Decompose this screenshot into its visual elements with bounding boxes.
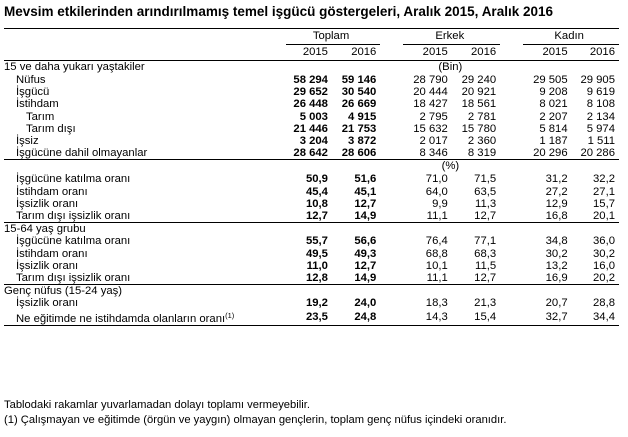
spacer-cell — [500, 186, 523, 198]
value-cell: 26 669 — [341, 98, 377, 111]
spacer-cell — [380, 260, 403, 272]
value-cell: 21,3 — [474, 297, 497, 310]
spacer-cell — [500, 198, 523, 210]
value-cell: 29 905 — [580, 74, 615, 86]
value-cell: 20,1 — [572, 210, 619, 223]
spacer-cell — [500, 248, 523, 260]
value-cell: 12,9 — [545, 197, 568, 210]
value-cell: 28 790 — [413, 74, 448, 86]
value-cell: 18 427 — [413, 98, 448, 111]
value-cell: 21 446 — [293, 122, 328, 135]
value-cell: 29 240 — [461, 74, 497, 86]
spacer-cell — [500, 310, 523, 326]
value-cell: 20,7 — [545, 297, 568, 310]
value-cell: 1 511 — [587, 135, 615, 148]
year-header: 2015 — [403, 45, 451, 61]
value-cell: 26 448 — [293, 98, 328, 111]
spacer-cell — [500, 111, 523, 123]
value-cell: 8 346 — [403, 147, 451, 160]
value-cell: 9 208 — [539, 86, 568, 99]
value-cell: 63,5 — [474, 185, 497, 198]
footnote-rounding: Tablodaki rakamlar yuvarlamadan dolayı toplamı vermeyebilir. — [4, 399, 310, 411]
year-header: 2016 — [452, 45, 500, 61]
row-label: İşsiz — [16, 135, 39, 148]
value-cell: 55,7 — [305, 235, 328, 248]
value-cell: 5 814 — [539, 122, 568, 135]
table-row — [4, 123, 619, 135]
row-label: İstihdam oranı — [16, 185, 88, 198]
table-row — [4, 111, 619, 123]
value-cell: 16,0 — [593, 259, 615, 272]
labour-force-table — [4, 28, 619, 326]
spacer-cell — [380, 210, 403, 223]
value-cell: 11,1 — [403, 272, 451, 285]
value-cell: 4 915 — [348, 110, 377, 123]
value-cell: 32,2 — [593, 173, 615, 186]
spacer-cell — [380, 123, 403, 135]
value-cell: 12,8 — [286, 272, 332, 285]
spacer-cell — [380, 86, 403, 98]
value-cell: 15 632 — [413, 122, 448, 135]
section-row — [4, 61, 619, 75]
section-row — [4, 223, 619, 236]
table-row — [4, 147, 619, 160]
value-cell: 28 642 — [286, 147, 332, 160]
spacer-cell — [380, 297, 403, 309]
table-row — [4, 173, 619, 185]
spacer-cell — [380, 198, 403, 210]
table-row — [4, 98, 619, 110]
spacer-cell — [500, 235, 523, 247]
table-row — [4, 260, 619, 272]
value-cell: 16,9 — [523, 272, 571, 285]
spacer-cell — [500, 123, 523, 135]
value-cell: 45,1 — [354, 185, 377, 198]
value-cell: 34,4 — [572, 310, 619, 326]
row-label: İşsizlik oranı — [16, 297, 79, 310]
value-cell: 18,3 — [425, 297, 448, 310]
section-label-15-64: 15-64 yaş grubu — [4, 223, 86, 236]
row-label: İşsizlik oranı — [16, 197, 79, 210]
value-cell: 27,2 — [545, 185, 568, 198]
table-row — [4, 297, 619, 309]
value-cell: 2 795 — [419, 110, 448, 123]
table-row — [4, 272, 619, 285]
value-cell: 8 021 — [539, 98, 568, 111]
table-row — [4, 310, 619, 326]
value-cell: 19,2 — [305, 297, 328, 310]
row-label: Tarım — [26, 110, 55, 123]
value-cell: 12,7 — [354, 197, 377, 210]
value-cell: 28 606 — [332, 147, 380, 160]
value-cell: 10,1 — [425, 259, 448, 272]
year-header: 2015 — [523, 45, 571, 61]
value-cell: 71,5 — [474, 173, 497, 186]
value-cell: 12,7 — [354, 259, 377, 272]
value-cell: 2 781 — [467, 110, 497, 123]
value-cell: 20,2 — [572, 272, 619, 285]
value-cell: 15,4 — [452, 310, 500, 326]
value-cell: 8 108 — [586, 98, 615, 111]
table-row — [4, 86, 619, 98]
value-cell: 18 561 — [461, 98, 497, 111]
value-cell: 45,4 — [305, 185, 328, 198]
row-label: İşgücüne dahil olmayanlar — [4, 147, 286, 160]
value-cell: 10,8 — [305, 197, 328, 210]
value-cell: 15 780 — [461, 122, 497, 135]
value-cell: 30,2 — [593, 247, 615, 260]
value-cell: 24,8 — [332, 310, 380, 326]
value-cell: 11,1 — [403, 210, 451, 223]
spacer-cell — [500, 297, 523, 309]
value-cell: 9,9 — [432, 197, 448, 210]
section-label-15plus: 15 ve daha yukarı yaştakiler — [4, 61, 145, 73]
table-row — [4, 186, 619, 198]
value-cell: 12,7 — [452, 210, 500, 223]
table-row — [4, 210, 619, 223]
year-header: 2016 — [572, 45, 619, 61]
value-cell: 2 360 — [467, 135, 497, 148]
row-label-text: Ne eğitimde ne istihdamda olanların oranı — [16, 312, 226, 325]
value-cell: 12,7 — [286, 210, 332, 223]
value-cell: 56,6 — [354, 235, 377, 248]
row-label: İşgücüne katılma oranı — [16, 235, 131, 248]
spacer-cell — [380, 111, 403, 123]
value-cell: 29 505 — [533, 74, 568, 86]
value-cell: 28,8 — [593, 297, 615, 310]
unit-label-bin: (Bin) — [438, 61, 463, 73]
value-cell: 14,3 — [403, 310, 451, 326]
value-cell: 30,2 — [545, 247, 568, 260]
value-cell: 29 652 — [293, 86, 328, 99]
value-cell: 49,3 — [354, 247, 377, 260]
row-label — [4, 310, 286, 326]
value-cell: 11,0 — [306, 259, 328, 272]
spacer-cell — [380, 173, 403, 185]
value-cell: 23,5 — [286, 310, 332, 326]
spacer-cell — [500, 260, 523, 272]
year-header: 2015 — [286, 45, 332, 61]
spacer-cell — [380, 98, 403, 110]
value-cell: 32,7 — [523, 310, 571, 326]
group-header-kadin: Kadın — [523, 29, 619, 45]
spacer-cell — [380, 272, 403, 285]
spacer-cell — [380, 147, 403, 160]
value-cell: 16,8 — [523, 210, 571, 223]
value-cell: 1 187 — [539, 135, 568, 148]
row-label: İşgücü — [16, 86, 50, 99]
value-cell: 71,0 — [425, 173, 448, 186]
value-cell: 5 003 — [299, 110, 328, 123]
value-cell: 9 619 — [586, 86, 615, 99]
spacer-cell — [380, 310, 403, 326]
spacer-cell — [500, 173, 523, 185]
value-cell: 24,0 — [354, 297, 377, 310]
value-cell: 11,3 — [475, 197, 497, 210]
row-label: Tarım dışı — [26, 122, 76, 135]
spacer-cell — [380, 186, 403, 198]
value-cell: 21 753 — [341, 122, 377, 135]
group-header-erkek: Erkek — [403, 29, 500, 45]
table-row — [4, 248, 619, 260]
value-cell: 5 974 — [586, 122, 615, 135]
value-cell: 27,1 — [593, 185, 615, 198]
value-cell: 59 146 — [341, 74, 377, 86]
table-row — [4, 135, 619, 147]
value-cell: 31,2 — [545, 173, 568, 186]
value-cell: 15,7 — [593, 197, 615, 210]
value-cell: 3 204 — [299, 135, 328, 148]
value-cell: 68,8 — [425, 247, 448, 260]
spacer-cell — [500, 74, 523, 86]
spacer-cell — [380, 135, 403, 147]
spacer-cell — [380, 74, 403, 86]
year-header: 2016 — [332, 45, 380, 61]
value-cell: 68,3 — [474, 247, 497, 260]
row-label: Tarım dışı işsizlik oranı — [4, 210, 286, 223]
value-cell: 20 444 — [413, 86, 448, 99]
row-label: İşgücüne katılma oranı — [16, 173, 131, 186]
row-label: İşsizlik oranı — [16, 259, 79, 272]
table-row — [4, 235, 619, 247]
value-cell: 14,9 — [332, 272, 380, 285]
spacer-cell — [500, 135, 523, 147]
table-title: Mevsim etkilerinden arındırılmamış temel işgücü göstergeleri, Aralık 2015, Aralık 2016 — [4, 4, 553, 19]
section-label-youth: Genç nüfus (15-24 yaş) — [4, 285, 123, 298]
spacer-cell — [500, 98, 523, 110]
value-cell: 20 286 — [572, 147, 619, 160]
value-cell: 76,4 — [425, 235, 448, 248]
value-cell: 77,1 — [474, 235, 497, 248]
value-cell: 2 017 — [419, 135, 448, 148]
spacer-cell — [500, 147, 523, 160]
value-cell: 12,7 — [452, 272, 500, 285]
footnote-neet-definition: (1) Çalışmayan ve eğitimde (örgün ve yaygın) olmayan gençlerin, toplam genç nüfus içindeki oranıdır. — [4, 414, 507, 426]
value-cell: 11,5 — [475, 259, 497, 272]
value-cell: 3 872 — [348, 135, 377, 148]
year-header-row — [4, 45, 619, 61]
row-label: İstihdam — [16, 98, 59, 111]
value-cell: 2 134 — [586, 110, 615, 123]
value-cell: 2 207 — [539, 110, 568, 123]
row-label: İstihdam oranı — [16, 247, 88, 260]
spacer-cell — [500, 272, 523, 285]
row-label: Nüfus — [16, 74, 46, 86]
value-cell: 30 540 — [341, 86, 377, 99]
spacer-cell — [380, 235, 403, 247]
value-cell: 34,8 — [545, 235, 568, 248]
unit-label-pct: (%) — [441, 160, 460, 173]
section-row — [4, 285, 619, 298]
value-cell: 50,9 — [305, 173, 328, 186]
spacer-cell — [500, 86, 523, 98]
value-cell: 20 921 — [461, 86, 497, 99]
value-cell: 49,5 — [305, 247, 328, 260]
unit-row — [4, 160, 619, 174]
value-cell: 8 319 — [452, 147, 500, 160]
value-cell: 14,9 — [332, 210, 380, 223]
value-cell: 36,0 — [593, 235, 615, 248]
group-header-toplam: Toplam — [286, 29, 381, 45]
row-label: Tarım dışı işsizlik oranı — [4, 272, 286, 285]
value-cell: 13,2 — [545, 259, 568, 272]
value-cell: 64,0 — [425, 185, 448, 198]
spacer-cell — [500, 210, 523, 223]
value-cell: 51,6 — [354, 173, 377, 186]
group-header-row — [4, 29, 619, 45]
value-cell: 58 294 — [293, 74, 328, 86]
value-cell: 20 296 — [523, 147, 571, 160]
footnote-marker: (1) — [225, 310, 235, 320]
spacer-cell — [380, 248, 403, 260]
table-row — [4, 198, 619, 210]
table-row — [4, 74, 619, 86]
